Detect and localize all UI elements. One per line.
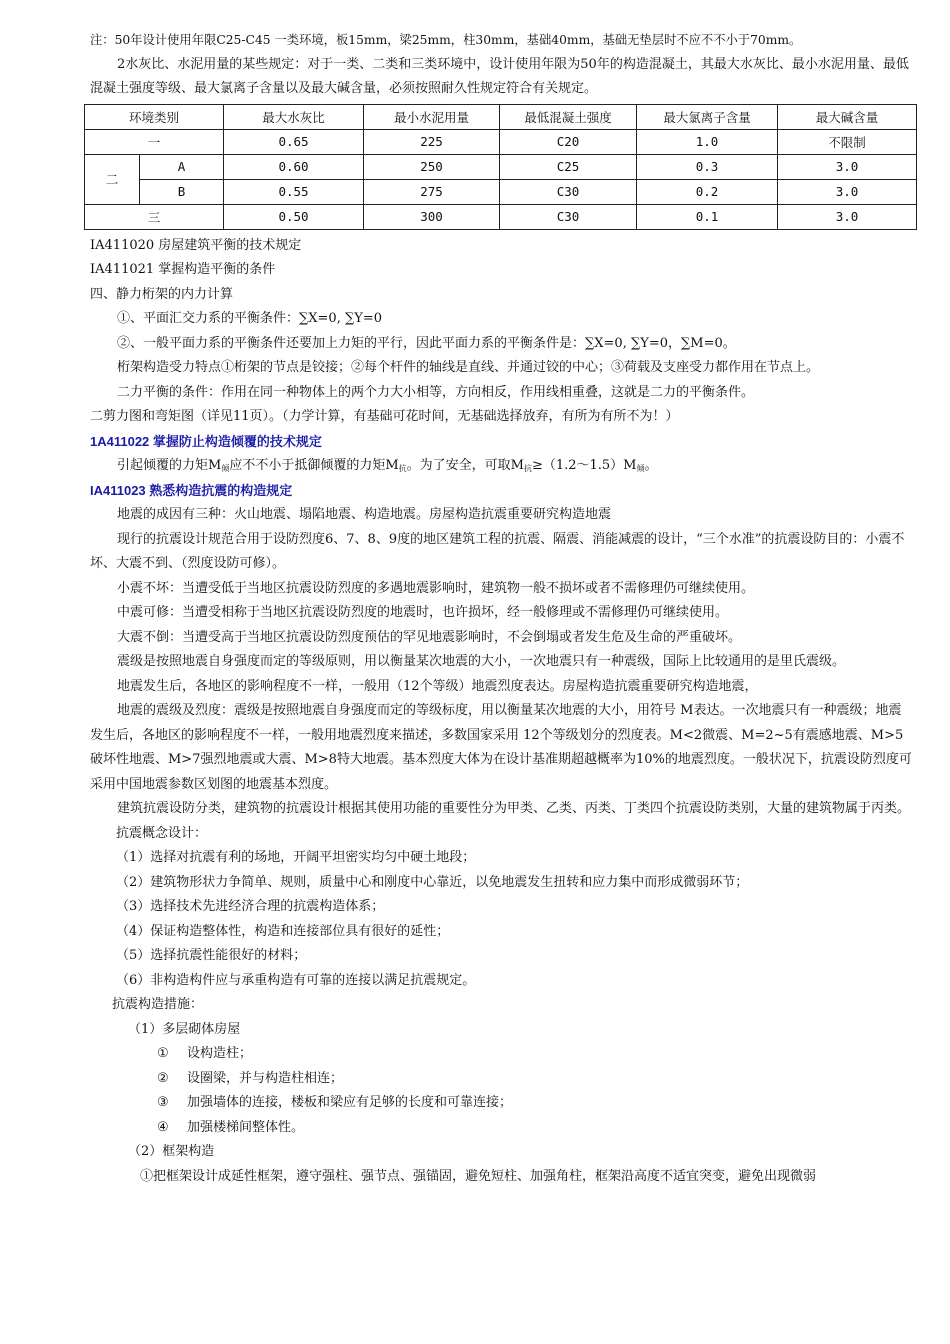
cell-subclass: A (140, 154, 224, 179)
table-row (85, 204, 917, 229)
cell-ratio: 0.55 (224, 179, 364, 204)
cell-alkali: 3.0 (778, 154, 917, 179)
list-item: （3）选择技术先进经济合理的抗震构造体系； (116, 899, 385, 914)
large-quake: 大震不倒：当遭受高于当地区抗震设防烈度预估的罕见地震影响时，不会倒塌或者发生危及生命的严重破坏。 (117, 629, 742, 645)
equilibrium-condition-2: ②、一般平面力系的平衡条件还要加上力矩的平行，因此平面力系的平衡条件是：∑X=0, ∑Y=0，∑M=0。 (117, 335, 736, 351)
cell-env: 二 (85, 154, 140, 204)
table-row (85, 154, 917, 179)
header-cement: 最小水泥用量 (364, 104, 500, 129)
list-item: ③ 加强墙体的连接，楼板和梁应有足够的长度和可靠连接； (157, 1095, 513, 1110)
cell-strength: C20 (500, 129, 637, 154)
cover-note: 注：50年设计使用年限C25-C45 一类环境，板15mm，梁25mm，柱30mm，基础40mm，基础无垫层时不应不不小于70mm。 (90, 33, 802, 47)
concept-design-title: 抗震概念设计： (116, 825, 208, 841)
cell-subclass: B (140, 179, 224, 204)
heading-411022: 1A411022 掌握防止构造倾覆的技术规定 (90, 433, 322, 449)
header-ratio: 最大水灰比 (224, 104, 364, 129)
cell-alkali: 不限制 (778, 129, 917, 154)
list-item: （6）非构造构件应与承重构造有可靠的连接以满足抗震规定。 (116, 972, 476, 988)
magnitude-intensity-paragraph: 地震的震级及烈度：震级是按照地震自身强度而定的等级标度，用以衡量某次地震的大小，用符号 M表达。一次地震只有一种震级；地震发生后，各地区的影响程度不一样，一般用地震烈度来描述，多数国家采用 12个等级划分的烈度表。M<2微震、M=2~5有震感地震、M>5破坏性地震、M>7强烈地震或大震、M>8特大地震。基本烈度大体为在设计基准期超越概率为10%的地震烈度。一般状况下，抗震设防烈度可采用中国地震参数区划图的地震基本烈度。 (90, 703, 912, 792)
cell-cement: 225 (364, 129, 500, 154)
table-row (85, 129, 917, 154)
two-force-condition: 二力平衡的条件：作用在同一种物体上的两个力大小相等，方向相反，作用线相重叠，这就是二力的平衡条件。 (117, 384, 755, 400)
header-chloride: 最大氯离子含量 (637, 104, 778, 129)
earthquake-causes: 地震的成因有三种：火山地震、塌陷地震、构造地震。房屋构造抗震重要研究构造地震 (117, 507, 612, 522)
cell-alkali: 3.0 (778, 204, 917, 229)
list-item: （5）选择抗震性能很好的材料； (116, 948, 307, 963)
intensity-after-quake: 地震发生后，各地区的影响程度不一样，一般用（12个等级）地震烈度表达。房屋构造抗震重要研究构造地震， (117, 678, 758, 694)
measures-title: 抗震构造措施： (112, 997, 204, 1012)
cell-chloride: 0.2 (637, 179, 778, 204)
overturn-paragraph: 引起倾覆的力矩$M_倾$应不不小于抵御倾覆的力矩$M_抗$。为了安全，可取$M_抗\ge(1.2\sim 1.5)M_倾$。 (117, 458, 658, 473)
cell-cement: 275 (364, 179, 500, 204)
magnitude-paragraph: 震级是按照地震自身强度而定的等级原则，用以衡量某次地震的大小，一次地震只有一种震级，国际上比较通用的是里氏震级。 (117, 654, 846, 669)
list-item: ④ 加强楼梯间整体性。 (157, 1119, 305, 1135)
cell-strength: C25 (500, 154, 637, 179)
cell-ratio: 0.50 (224, 204, 364, 229)
heading-411023: IA411023 熟悉构造抗震的构造规定 (90, 482, 293, 498)
cell-alkali: 3.0 (778, 179, 917, 204)
cell-chloride: 0.1 (637, 204, 778, 229)
list-item: （1）选择对抗震有利的场地，开阔平坦密实均匀中硬土地段； (116, 850, 476, 865)
cell-env: 一 (85, 129, 224, 154)
heading-411020: IA411020 房屋建筑平衡的技术规定 (90, 237, 302, 253)
cell-strength: C30 (500, 204, 637, 229)
small-quake: 小震不坏：当遭受低于当地区抗震设防烈度的多遇地震影响时，建筑物一般不损坏或者不需修理仍可继续使用。 (117, 580, 755, 596)
list-item: （2）建筑物形状力争简单、规则，质量中心和刚度中心靠近，以免地震发生扭转和应力集中而形成微弱环节； (116, 874, 749, 890)
shear-moment-note: 二剪力图和弯矩图（详见11页）。（力学计算，有基础可花时间，无基础选择放弃，有所为有所不为！） (90, 409, 679, 424)
durability-table (84, 104, 917, 230)
list-item: ② 设圈梁，并与构造柱相连； (157, 1070, 344, 1086)
building-classes: 建筑抗震设防分类，建筑物的抗震设计根据其使用功能的重要性分为甲类、乙类、丙类、丁类四个抗震设防类别，大量的建筑物属于丙类。 (117, 801, 911, 816)
cell-ratio: 0.65 (224, 129, 364, 154)
frame-title: （2）框架构造 (128, 1144, 215, 1159)
cell-chloride: 0.3 (637, 154, 778, 179)
cell-cement: 250 (364, 154, 500, 179)
header-strength: 最低混凝土强度 (500, 104, 637, 129)
table-row (85, 179, 917, 204)
document-page (90, 28, 912, 1189)
heading-411021: IA411021 掌握构造平衡的条件 (90, 262, 276, 277)
seismic-code: 现行的抗震设计规范合用于设防烈度6、7、8、9度的地区建筑工程的抗震、隔震、消能减震的设计，“三个水准”的抗震设防目的：小震不坏、大震不到、（烈度设防可修）。 (90, 531, 905, 571)
header-env: 环境类别 (85, 104, 224, 129)
cell-chloride: 1.0 (637, 129, 778, 154)
cell-ratio: 0.60 (224, 154, 364, 179)
medium-quake: 中震可修：当遭受相称于当地区抗震设防烈度的地震时，也许损坏，经一般修理或不需修理仍可继续使用。 (117, 605, 729, 620)
frame-item-1: ①把框架设计成延性框架，遵守强柱、强节点、强锚固，避免短柱、加强角柱，框架沿高度不适宜突变，避免出现微弱 (140, 1168, 817, 1184)
header-alkali: 最大碱含量 (778, 104, 917, 129)
masonry-title: （1）多层砌体房屋 (128, 1021, 241, 1037)
list-item: （4）保证构造整体性，构造和连接部位具有很好的延性； (116, 923, 450, 939)
table-header-row (85, 104, 917, 129)
cell-strength: C30 (500, 179, 637, 204)
truss-features: 桁架构造受力特点①桁架的节点是铰接；②每个杆件的轴线是直线、并通过铰的中心；③荷载及支座受力都作用在节点上。 (117, 360, 820, 375)
water-cement-paragraph: 2水灰比、水泥用量的某些规定：对于一类、二类和三类环境中，设计使用年限为50年的构造混凝土，其最大水灰比、最小水泥用量、最低混凝土强度等级、最大氯离子含量以及最大碱含量，必须按照耐久性规定符合有关规定。 (90, 56, 909, 96)
cell-env: 三 (85, 204, 224, 229)
list-item: ① 设构造柱； (157, 1046, 253, 1061)
equilibrium-condition-1: ①、平面汇交力系的平衡条件：∑X=0, ∑Y=0 (117, 311, 382, 326)
cell-cement: 300 (364, 204, 500, 229)
section-4-title: 四、静力桁架的内力计算 (90, 286, 234, 302)
